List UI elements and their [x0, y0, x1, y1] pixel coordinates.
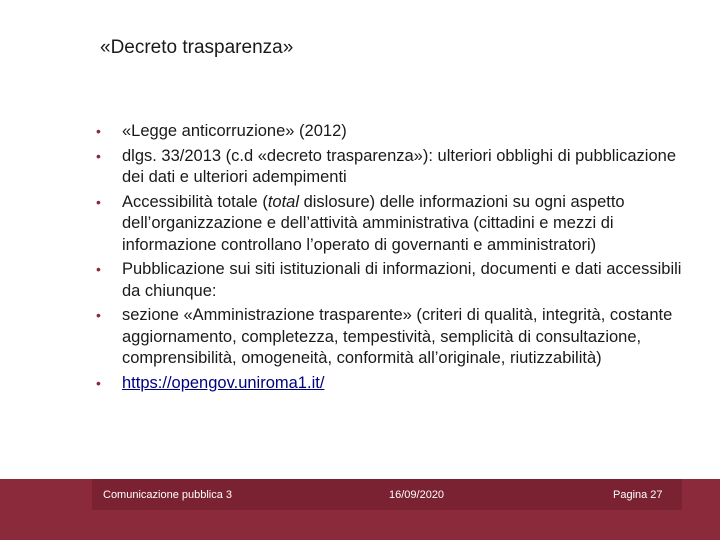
bullet-text-end: dislosure) delle informazioni su ogni aspetto dell’organizzazione e dell’attività amministrativa (cittadini e mezzi di informazione controllano l’operato di governanti e amministratori) [122, 192, 625, 254]
bullet-text: dlgs. 33/2013 (c.d «decreto trasparenza»): ulteriori obblighi di pubblicazione dei dati e ulteriori adempimenti [122, 146, 677, 186]
opengov-link[interactable]: https://opengov.uniroma1.it/ [122, 373, 325, 392]
slide-title: «Decreto trasparenza» [100, 37, 294, 58]
bullet-item [92, 146, 682, 189]
bullet-icon: • [96, 123, 101, 139]
bullet-text-start: Accessibilità totale ( [122, 192, 268, 211]
bullet-text: Pubblicazione sui siti istituzionali di informazioni, documenti e dati accessibili da chiunque: [122, 260, 682, 300]
bullet-item [92, 259, 682, 302]
bullet-item [92, 121, 682, 143]
bullet-item [92, 373, 682, 395]
bullet-icon: • [96, 147, 101, 164]
bullet-text: sezione «Amministrazione trasparente» (criteri di qualità, integrità, costante aggiornamento, completezza, tempestività, semplicità di consultazione, comprensibilità, omogeneità, conformità all’originale, riutizzabilità) [122, 306, 673, 367]
bullet-icon: • [96, 261, 101, 277]
bullet-list [92, 121, 682, 397]
bullet-item [92, 305, 682, 370]
bullet-text: «Legge anticorruzione» (2012) [122, 122, 347, 140]
bullet-icon: • [96, 307, 101, 323]
footer-date: 16/09/2020 [389, 489, 445, 501]
bullet-item [92, 192, 682, 257]
footer-page-number: Pagina 27 [613, 489, 663, 501]
bullet-icon: • [96, 374, 101, 391]
bullet-text-italic: total [267, 192, 299, 211]
footer-course-label: Comunicazione pubblica 3 [103, 489, 233, 501]
bullet-icon: • [96, 193, 101, 210]
